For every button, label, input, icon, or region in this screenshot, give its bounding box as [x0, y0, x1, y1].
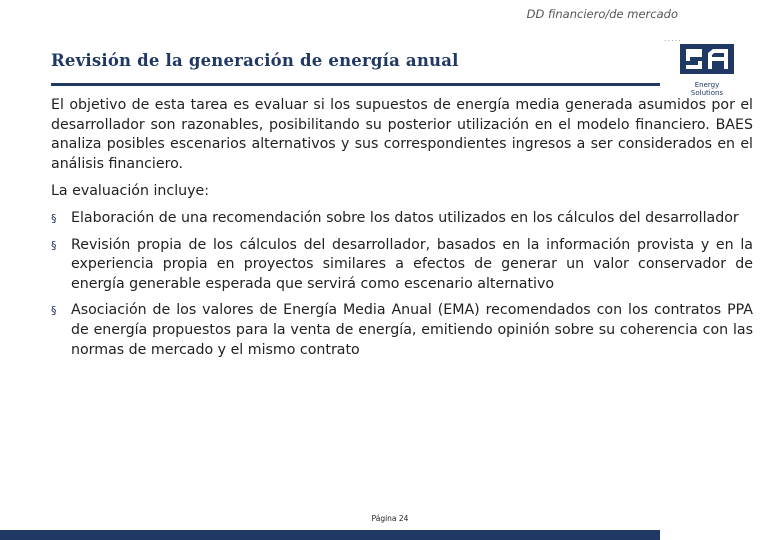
list-item: [51, 236, 753, 295]
list-item: [51, 209, 753, 229]
page-number: Página 24: [371, 514, 409, 523]
bullet-icon: §: [51, 304, 57, 318]
evaluation-list: [51, 209, 753, 360]
bullet-icon: §: [51, 238, 57, 252]
footer-bar: [0, 530, 660, 540]
title-underline: [51, 83, 660, 86]
evaluation-intro: La evaluación incluye:: [51, 183, 210, 200]
objective-paragraph: El objetivo de esta tarea es evaluar si los supuestos de energía media generada asumidos por el desarrollador son razonables, posibilitando su posterior utilización en el modelo financiero. BAES analiza posibles escenarios alternativos y sus correspondientes ingresos a ser considerados en el análisis financiero.: [51, 97, 753, 172]
decorative-dots: .....: [664, 34, 682, 43]
bullet-icon: §: [51, 211, 57, 225]
section-label: DD financiero/de mercado: [526, 7, 678, 21]
list-item-text: Revisión propia de los cálculos del desarrollador, basados en la información provista y en la experiencia propia en proyectos similares a efectos de generar un valor conservador de energía generable esperada que servirá como escenario alternativo: [71, 236, 753, 292]
list-item-text: Elaboración de una recomendación sobre los datos utilizados en los cálculos del desarrollador: [71, 209, 739, 226]
list-item: [51, 301, 753, 360]
list-item-text: Asociación de los valores de Energía Media Anual (EMA) recomendados con los contratos PPA de energía propuestos para la venta de energía, emitiendo opinión sobre su coherencia con las normas de mercado y el mismo contrato: [71, 302, 753, 358]
document-body: [51, 96, 753, 367]
page-title: Revisión de la generación de energía anual: [51, 51, 459, 70]
logo-tagline: Energy Solutions: [690, 81, 724, 97]
